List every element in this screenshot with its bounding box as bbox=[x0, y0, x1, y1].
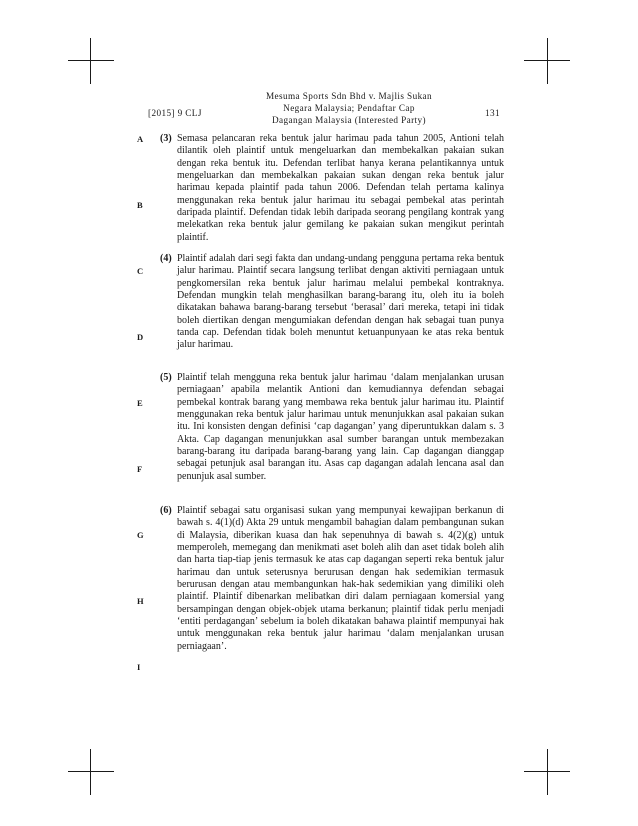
crop-mark bbox=[68, 60, 114, 61]
crop-mark bbox=[68, 771, 114, 772]
margin-letter-a: A bbox=[137, 134, 144, 144]
margin-letter-c: C bbox=[137, 266, 144, 276]
margin-letter-h: H bbox=[137, 596, 144, 606]
page-number: 131 bbox=[485, 108, 500, 118]
crop-mark bbox=[547, 38, 548, 84]
crop-mark bbox=[90, 749, 91, 795]
running-header bbox=[148, 90, 500, 124]
case-title-line: Mesuma Sports Sdn Bhd v. Majlis Sukan bbox=[265, 91, 433, 101]
paragraph-text: Plaintif adalah dari segi fakta dan undang-undang pengguna pertama reka bentuk jalur harimau. Plaintif secara langsung terlibat dengan aktiviti perniagaan untuk pengkomersilan reka bentuk jalur harimau melalui pembekal kontraknya. Defendan mungkin telah menghasilkan barang-barang itu, oleh itu ia boleh dikatakan bahawa barang-barang tersebut ‘berasal’ dari mereka, tetapi ini tidak boleh diertikan dengan mengumiakan defendan dengan hak sebagai tuan punya tanda cap. Defendan tidak boleh menuntut ketuanpunyaan ke atas reka bentuk jalur harimau. bbox=[177, 253, 504, 351]
margin-letter-i: I bbox=[137, 662, 141, 672]
paragraph-text: Semasa pelancaran reka bentuk jalur harimau pada tahun 2005, Antioni telah dilantik oleh plaintif untuk mengeluarkan dan membekalkan pakaian sukan dengan reka bentuk itu. Defendan terlibat hanya kerana pelantikannya untuk mengeluarkan dan membekalkan pakaian sukan dengan reka bentuk jalur harimau kepada plaintif pada tahun 2006. Defendan telah pertama kalinya menggunakan reka bentuk jalur harimau itu sebagai pembekal atas perintah daripada plaintif. Defendan tidak lebih daripada seorang pengilang kontrak yang melekatkan reka bentuk jalur gemilang ke pakaian sukan mengikut perintah plaintif. bbox=[177, 133, 504, 243]
paragraph-6 bbox=[148, 505, 504, 653]
paragraph-5 bbox=[148, 372, 504, 483]
case-title-line: Negara Malaysia; Pendaftar Cap bbox=[283, 103, 415, 113]
paragraph-text: Plaintif sebagai satu organisasi sukan yang mempunyai kewajipan berkanun di bawah s. 4(1)(d) Akta 29 untuk mengambil bahagian dalam pembangunan sukan di Malaysia, diberikan kuasa dan hak sepenuhnya di bawah s. 4(2)(g) untuk memperoleh, memegang dan menikmati aset boleh alih dan aset tidak boleh alih dan harta tiap-tiap jenis termasuk ke atas cap dagangan seperti reka bentuk jalur harimau dan untuk seterusnya berurusan dengan hak sedemikian termasuk berurusan dengan atau membangunkan hak-hak sedemikian yang dimiliki oleh plaintif. Plaintif dibenarkan melibatkan diri dalam perniagaan komersial yang bersampingan dengan objek-objek utama berkanun; plaintif tidak perlu menjadi ‘entiti perdagangan’ sebelum ia boleh dikatakan bahawa plaintif mempunyai hak untuk menggunakan reka bentuk jalur harimau ‘dalam menjalankan urusan perniagaan’. bbox=[177, 505, 504, 652]
paragraph-number: (4) bbox=[160, 253, 172, 264]
paragraph-number: (3) bbox=[160, 133, 172, 144]
margin-letter-d: D bbox=[137, 332, 144, 342]
margin-letter-f: F bbox=[137, 464, 143, 474]
crop-mark bbox=[90, 38, 91, 84]
margin-letter-e: E bbox=[137, 398, 143, 408]
case-title-line: Dagangan Malaysia (Interested Party) bbox=[272, 115, 426, 125]
paragraph-4 bbox=[148, 253, 504, 352]
margin-letter-g: G bbox=[137, 530, 144, 540]
paragraph-number: (5) bbox=[160, 372, 172, 383]
crop-mark bbox=[547, 749, 548, 795]
margin-letter-b: B bbox=[137, 200, 143, 210]
case-title bbox=[244, 90, 454, 126]
paragraph-number: (6) bbox=[160, 505, 172, 516]
case-citation: [2015] 9 CLJ bbox=[148, 108, 202, 118]
paragraph-3 bbox=[148, 133, 504, 244]
paragraph-text: Plaintif telah mengguna reka bentuk jalur harimau ‘dalam menjalankan urusan perniagaan’ apabila melantik Antioni dan kemudiannya defendan sebagai pembekal kontrak barang yang membawa reka bentuk jalur harimau itu. Plaintif menggunakan reka bentuk jalur harimau untuk menunjukkan asal pakaian sukan itu. Ini konsisten dengan definisi ‘cap dagangan’ yang diperuntukkan dalam s. 3 Akta. Cap dagangan menunjukkan asal sumber barangan untuk membezakan barang-barang itu daripada barang-barang yang lain. Cap dagangan dianggap sebagai petunjuk asal barangan itu. Asas cap dagangan adalah lencana asal dan penunjuk asal sumber. bbox=[177, 372, 504, 482]
